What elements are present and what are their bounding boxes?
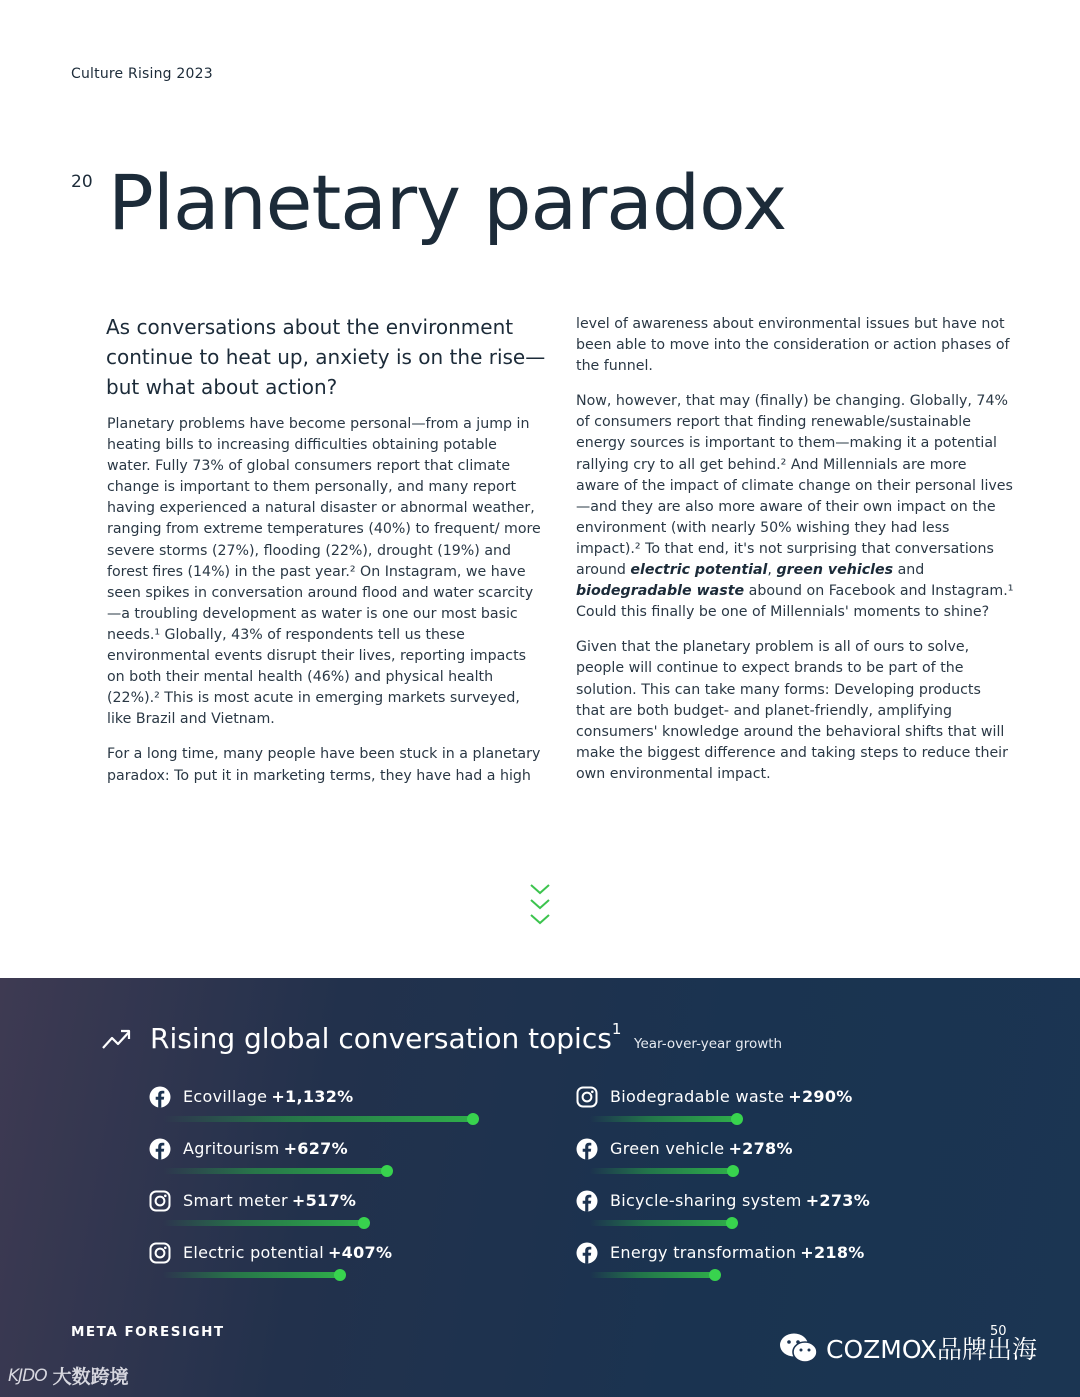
- instagram-icon: [576, 1086, 598, 1108]
- topic-growth-value: +627%: [283, 1139, 348, 1158]
- growth-bar-end-dot: [727, 1165, 739, 1177]
- wechat-icon: [778, 1331, 820, 1365]
- running-head: Culture Rising 2023: [71, 66, 213, 82]
- topic-label: Ecovillage +1,132%: [183, 1087, 354, 1106]
- page-title: Planetary paradox: [108, 158, 787, 247]
- topic-growth-value: +517%: [291, 1191, 357, 1210]
- growth-bar: [163, 1220, 364, 1226]
- topic-growth-value: +1,132%: [271, 1087, 354, 1106]
- facebook-icon: [576, 1138, 598, 1160]
- topic-growth-value: +273%: [805, 1191, 871, 1210]
- facebook-icon: [149, 1138, 171, 1160]
- topic-label: Energy transformation +218%: [610, 1243, 865, 1262]
- chapter-number: 20: [71, 172, 93, 192]
- footnote-marker: 1: [611, 1020, 622, 1038]
- topic-row: [149, 1242, 569, 1286]
- topic-row: [576, 1190, 996, 1234]
- topic-row: [576, 1138, 996, 1182]
- emphasis: biodegradable waste: [576, 583, 745, 600]
- topic-row: [576, 1242, 996, 1286]
- growth-bar-end-dot: [358, 1217, 370, 1229]
- growth-bar: [163, 1272, 340, 1278]
- instagram-icon: [149, 1190, 171, 1212]
- growth-bar-end-dot: [709, 1269, 721, 1281]
- left-column: [107, 414, 542, 801]
- watermark-text: COZMOX品牌出海: [826, 1335, 1038, 1364]
- topic-growth-value: +218%: [800, 1243, 865, 1262]
- topic-growth-value: +278%: [728, 1139, 793, 1158]
- topic-label: Agritourism +627%: [183, 1139, 348, 1158]
- page-number: 50: [990, 1324, 1007, 1339]
- growth-bar: [590, 1272, 715, 1278]
- topic-label: Smart meter +517%: [183, 1191, 357, 1210]
- topic-label: Green vehicle +278%: [610, 1139, 793, 1158]
- emphasis: green vehicles: [776, 562, 894, 579]
- topic-row: [576, 1086, 996, 1130]
- topic-label: Bicycle-sharing system +273%: [610, 1191, 871, 1210]
- growth-bar-end-dot: [726, 1217, 738, 1229]
- section-subtitle: Year-over-year growth: [634, 1036, 783, 1052]
- growth-bar-end-dot: [381, 1165, 393, 1177]
- facebook-icon: [576, 1242, 598, 1264]
- growth-bar-end-dot: [731, 1113, 743, 1125]
- scroll-down-chevrons-icon: [528, 882, 552, 930]
- facebook-icon: [149, 1086, 171, 1108]
- watermark-cozmox: [778, 1330, 1037, 1366]
- watermark-logo: KJDO: [8, 1365, 47, 1386]
- growth-bar-end-dot: [467, 1113, 479, 1125]
- growth-bar: [163, 1168, 387, 1174]
- watermark-text: 大数跨境: [52, 1366, 129, 1388]
- topic-row: [149, 1086, 569, 1130]
- growth-bar: [163, 1116, 473, 1122]
- emphasis: electric potential: [630, 562, 768, 579]
- topic-label: Electric potential +407%: [183, 1243, 393, 1262]
- section-title: Rising global conversation topics$^1$: [150, 1020, 622, 1055]
- topic-row: [149, 1190, 569, 1234]
- growth-bar: [590, 1220, 732, 1226]
- trend-up-icon: [101, 1026, 133, 1052]
- topic-growth-value: +407%: [327, 1243, 393, 1262]
- body-paragraph: Given that the planetary problem is all of ours to solve, people will continue to expect brands to be part of the solution. This can take many forms: Developing products that are both budget- and planet-friendly, amplifying consumers' knowledge around the behavioral shifts that will make the biggest difference and taking steps to reduce their own environmental impact.: [576, 639, 1008, 782]
- instagram-icon: [149, 1242, 171, 1264]
- topic-row: [149, 1138, 569, 1182]
- facebook-icon: [576, 1190, 598, 1212]
- body-paragraph: level of awareness about environmental issues but have not been able to move into the consideration or action phases of the funnel.: [576, 316, 1010, 375]
- growth-bar-end-dot: [334, 1269, 346, 1281]
- watermark-dashu: [8, 1362, 129, 1389]
- body-paragraph: Now, however, that may (finally) be changing. Globally, 74% of consumers report that finding renewable/sustainable energy sources is important to them—making it a potential rallying cry to all get behind.² And Millennials are more aware of the impact of climate change on their personal lives—and they are also more aware of their own impact on the environment (with nearly 50% wishing they had less impact).² To that end, it's not surprising that conversations around electric potential, green vehicles and biodegradable waste abound on Facebook and Instagram.¹ Could this finally be one of Millennials' moments to shine?: [576, 393, 1014, 621]
- topic-growth-value: +290%: [788, 1087, 853, 1106]
- right-column: [576, 314, 1014, 799]
- growth-bar: [590, 1168, 733, 1174]
- body-paragraph: Planetary problems have become personal—from a jump in heating bills to increasing difficulties obtaining potable water. Fully 73% of global consumers report that climate change is important to them personally, and many report having experienced a natural disaster or abnormal weather, ranging from extreme temperatures (40%) to frequent/ more severe storms (27%), flooding (22%), drought (19%) and forest fires (14%) in the past year.² On Instagram, we have seen spikes in conversation around flood and water scarcity—a troubling development as water is one our most basic needs.¹ Globally, 43% of respondents tell us these environmental events disrupt their lives, reporting impacts on both their mental health (46%) and physical health (22%).² This is most acute in emerging markets surveyed, like Brazil and Vietnam.: [107, 416, 541, 728]
- topic-label: Biodegradable waste +290%: [610, 1087, 853, 1106]
- lead-paragraph: As conversations about the environment continue to heat up, anxiety is on the rise—but what about action?: [106, 315, 546, 399]
- growth-bar: [590, 1116, 737, 1122]
- footer-brand: META FORESIGHT: [71, 1324, 225, 1340]
- body-paragraph: For a long time, many people have been stuck in a planetary paradox: To put it in marketing terms, they have had a high: [107, 746, 541, 784]
